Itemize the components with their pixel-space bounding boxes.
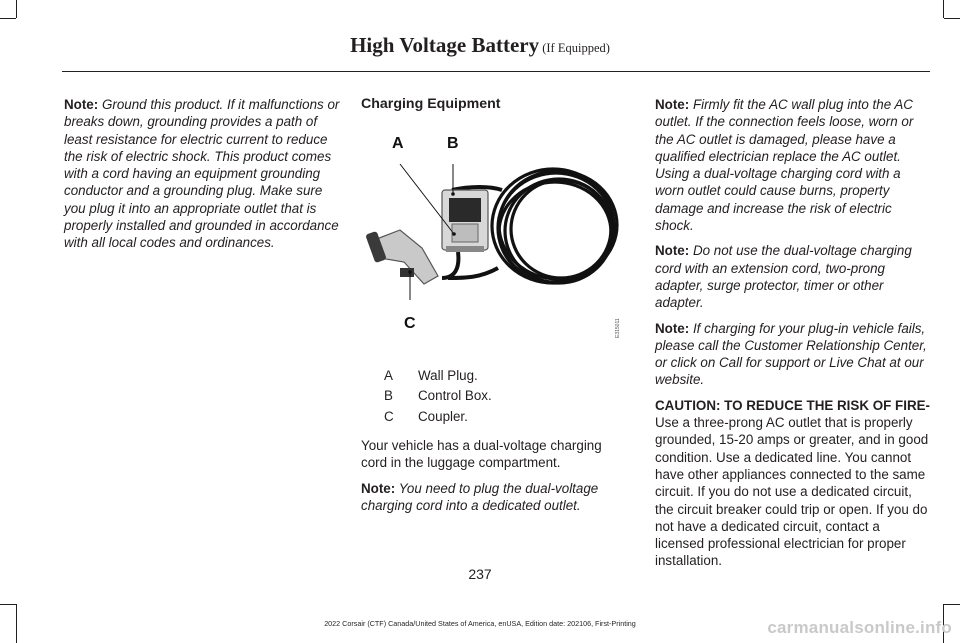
note-text: If charging for your plug-in vehicle fails, please call the Customer Relationship Center, or click on Call for support or Live Chat at our website. — [655, 320, 927, 388]
caution-text: Use a three-prong AC outlet that is properly grounded, 15-20 amps or greater, and in good condition. Use a dedicated line. You cannot have other appliances connected to the same circuit. If you do not use a dedicated circuit, the circuit breaker could trip or open. If you do not have a dedicated circuit, contact a licensed professional electrician for proper installation. — [655, 415, 929, 569]
figure-legend — [384, 365, 624, 427]
column-left — [64, 96, 340, 260]
note-text: Do not use the dual-voltage charging cord with an extension cord, two-prong adapter, surge protector, timer or other adapter. — [655, 243, 912, 311]
charging-cord-info — [361, 437, 625, 522]
legend-text: Control Box. — [418, 388, 492, 404]
legend-key: A — [384, 367, 393, 383]
section-title: Charging Equipment — [361, 96, 501, 112]
header-rule — [62, 71, 930, 72]
charging-equipment-figure — [360, 128, 624, 352]
caution-heading: CAUTION: TO REDUCE THE RISK OF FIRE- — [655, 397, 931, 413]
note-label: Note: — [361, 480, 396, 496]
legend-key: C — [384, 408, 394, 424]
crop-mark — [944, 604, 960, 605]
crop-mark — [0, 18, 16, 19]
note-text: Ground this product. If it malfunctions or breaks down, grounding provides a path of least resistance for electric current to reduce the risk of electric shock. This product comes with a cord having an equipment grounding conductor and a grounding plug. Make sure you plug it into an appropriate outlet that is properly installed and grounded in accordance with all local codes and ordinances. — [64, 97, 340, 251]
note-text: You need to plug the dual-voltage charging cord into a dedicated outlet. — [361, 480, 599, 513]
legend-row — [384, 386, 624, 407]
title-subtitle: (If Equipped) — [539, 41, 610, 55]
crop-mark — [0, 604, 16, 605]
dedicated-outlet-note — [361, 480, 625, 515]
charging-cord-illustration — [360, 128, 624, 352]
cord-location-paragraph: Your vehicle has a dual-voltage charging cord in the luggage compartment. — [361, 438, 602, 471]
legend-row — [384, 365, 624, 386]
note-text: Firmly fit the AC wall plug into the AC outlet. If the connection feels loose, worn or the AC outlet is damaged, please have a qualified electrician replace the AC outlet. Using a dual-voltage charging cord with a worn outlet could cause burns, property damage and increase the risk of electric shock. — [655, 97, 914, 234]
note-label: Note: — [64, 97, 99, 112]
figure-id: E315011 — [615, 318, 621, 338]
crop-mark — [944, 18, 960, 19]
figure-label-b: B — [447, 135, 459, 152]
legend-text: Coupler. — [418, 408, 468, 424]
page-number: 237 — [468, 566, 492, 582]
note-label: Note: — [655, 320, 690, 336]
note-ac-plug — [655, 96, 931, 234]
legend-row — [384, 406, 624, 427]
crop-mark — [16, 0, 17, 18]
note-extension-cord — [655, 242, 931, 311]
note-charging-fails — [655, 320, 931, 389]
watermark: carmanualsonline.info — [767, 618, 952, 637]
figure-label-c: C — [404, 315, 416, 332]
crop-mark — [943, 0, 944, 18]
ground-note — [64, 96, 340, 252]
figure-label-a: A — [392, 135, 404, 152]
note-label: Note: — [655, 97, 690, 112]
page-title — [0, 33, 960, 58]
edition-footer: 2022 Corsair (CTF) Canada/United States of America, enUSA, Edition date: 202106, First-Printing — [324, 619, 636, 628]
column-middle — [361, 96, 625, 121]
column-right — [655, 96, 931, 578]
caution-block — [655, 397, 931, 570]
legend-text: Wall Plug. — [418, 367, 478, 383]
note-label: Note: — [655, 243, 690, 259]
legend-key: B — [384, 388, 393, 404]
title-main: High Voltage Battery — [350, 33, 540, 57]
